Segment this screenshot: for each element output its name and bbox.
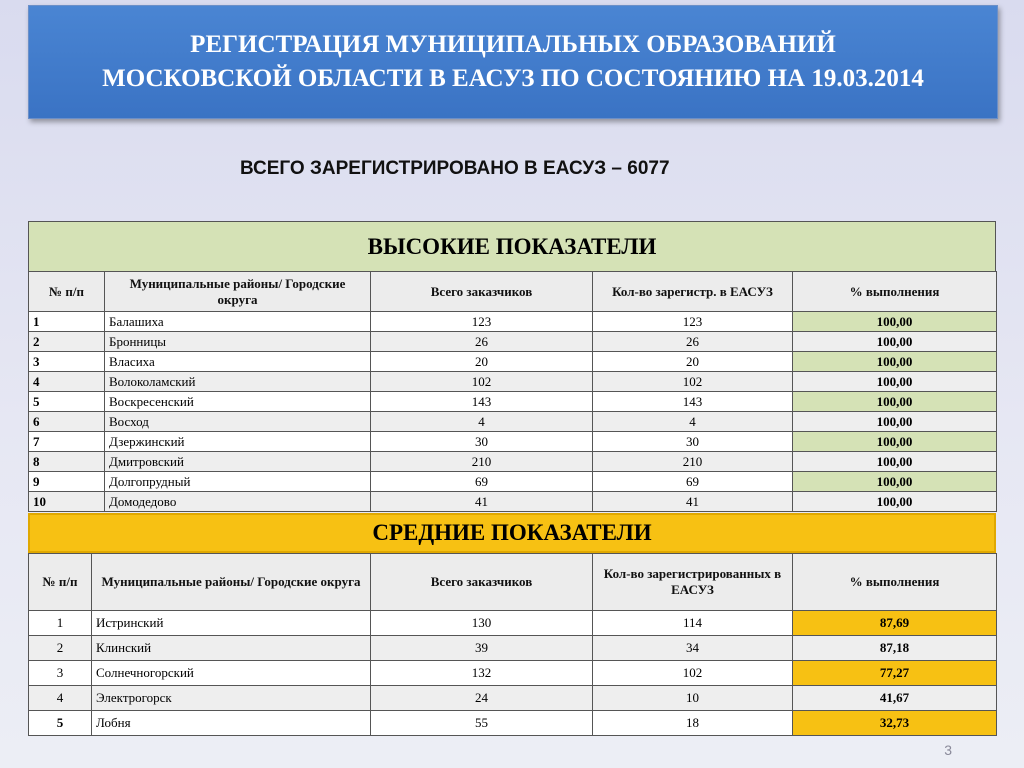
row-number: 6 bbox=[29, 412, 105, 432]
col-percent: % выполнения bbox=[793, 554, 997, 611]
row-district: Власиха bbox=[105, 352, 371, 372]
row-registered: 41 bbox=[593, 492, 793, 512]
row-percent: 100,00 bbox=[793, 352, 997, 372]
row-total-customers: 4 bbox=[371, 412, 593, 432]
row-number: 3 bbox=[29, 661, 92, 686]
row-registered: 114 bbox=[593, 611, 793, 636]
high-section-heading: ВЫСОКИЕ ПОКАЗАТЕЛИ bbox=[28, 221, 996, 272]
row-total-customers: 132 bbox=[371, 661, 593, 686]
row-district: Долгопрудный bbox=[105, 472, 371, 492]
row-district: Лобня bbox=[92, 711, 371, 736]
row-percent: 100,00 bbox=[793, 392, 997, 412]
row-number: 1 bbox=[29, 611, 92, 636]
col-registered: Кол-во зарегистр. в ЕАСУЗ bbox=[593, 272, 793, 312]
table-row bbox=[29, 352, 997, 372]
row-number: 1 bbox=[29, 312, 105, 332]
row-percent: 100,00 bbox=[793, 312, 997, 332]
row-percent: 100,00 bbox=[793, 492, 997, 512]
row-total-customers: 41 bbox=[371, 492, 593, 512]
row-total-customers: 123 bbox=[371, 312, 593, 332]
total-registered: ВСЕГО ЗАРЕГИСТРИРОВАНО В ЕАСУЗ – 6077 bbox=[240, 158, 670, 179]
table-row bbox=[29, 432, 997, 452]
row-total-customers: 130 bbox=[371, 611, 593, 636]
table-row bbox=[29, 611, 997, 636]
row-percent: 41,67 bbox=[793, 686, 997, 711]
row-percent: 77,27 bbox=[793, 661, 997, 686]
row-percent: 100,00 bbox=[793, 472, 997, 492]
row-district: Клинский bbox=[92, 636, 371, 661]
row-district: Электрогорск bbox=[92, 686, 371, 711]
row-total-customers: 30 bbox=[371, 432, 593, 452]
row-registered: 102 bbox=[593, 372, 793, 392]
row-district: Истринский bbox=[92, 611, 371, 636]
row-registered: 20 bbox=[593, 352, 793, 372]
row-district: Дзержинский bbox=[105, 432, 371, 452]
row-district: Воскресенский bbox=[105, 392, 371, 412]
row-number: 7 bbox=[29, 432, 105, 452]
row-total-customers: 20 bbox=[371, 352, 593, 372]
row-percent: 100,00 bbox=[793, 412, 997, 432]
row-total-customers: 39 bbox=[371, 636, 593, 661]
row-total-customers: 55 bbox=[371, 711, 593, 736]
col-district: Муниципальные районы/ Городские округа bbox=[92, 554, 371, 611]
table-row bbox=[29, 412, 997, 432]
row-percent: 87,18 bbox=[793, 636, 997, 661]
row-total-customers: 26 bbox=[371, 332, 593, 352]
high-table-header bbox=[29, 272, 997, 312]
table-row bbox=[29, 661, 997, 686]
row-district: Домодедово bbox=[105, 492, 371, 512]
row-number: 5 bbox=[29, 392, 105, 412]
row-percent: 87,69 bbox=[793, 611, 997, 636]
row-district: Балашиха bbox=[105, 312, 371, 332]
row-percent: 32,73 bbox=[793, 711, 997, 736]
mid-section-heading: СРЕДНИЕ ПОКАЗАТЕЛИ bbox=[28, 513, 996, 553]
row-total-customers: 24 bbox=[371, 686, 593, 711]
table-row bbox=[29, 711, 997, 736]
table-row bbox=[29, 472, 997, 492]
table-row bbox=[29, 372, 997, 392]
row-registered: 26 bbox=[593, 332, 793, 352]
row-district: Дмитровский bbox=[105, 452, 371, 472]
row-registered: 18 bbox=[593, 711, 793, 736]
row-district: Волоколамский bbox=[105, 372, 371, 392]
row-district: Восход bbox=[105, 412, 371, 432]
row-percent: 100,00 bbox=[793, 432, 997, 452]
row-percent: 100,00 bbox=[793, 372, 997, 392]
col-number: № п/п bbox=[29, 272, 105, 312]
title-line-2: МОСКОВСКОЙ ОБЛАСТИ В ЕАСУЗ ПО СОСТОЯНИЮ НА 19.03.2014 bbox=[102, 65, 924, 92]
row-registered: 10 bbox=[593, 686, 793, 711]
row-district: Бронницы bbox=[105, 332, 371, 352]
row-number: 4 bbox=[29, 372, 105, 392]
row-registered: 210 bbox=[593, 452, 793, 472]
row-registered: 143 bbox=[593, 392, 793, 412]
row-number: 5 bbox=[29, 711, 92, 736]
row-number: 9 bbox=[29, 472, 105, 492]
row-number: 2 bbox=[29, 636, 92, 661]
row-total-customers: 102 bbox=[371, 372, 593, 392]
mid-table-header bbox=[29, 554, 997, 611]
row-percent: 100,00 bbox=[793, 452, 997, 472]
col-registered: Кол-во зарегистрированных в ЕАСУЗ bbox=[593, 554, 793, 611]
row-registered: 4 bbox=[593, 412, 793, 432]
table-row bbox=[29, 452, 997, 472]
page-number: 3 bbox=[944, 742, 952, 758]
row-registered: 123 bbox=[593, 312, 793, 332]
table-row bbox=[29, 492, 997, 512]
col-total-customers: Всего заказчиков bbox=[371, 554, 593, 611]
table-row bbox=[29, 636, 997, 661]
title-banner bbox=[28, 5, 998, 119]
table-row bbox=[29, 686, 997, 711]
row-number: 2 bbox=[29, 332, 105, 352]
title-line-1: РЕГИСТРАЦИЯ МУНИЦИПАЛЬНЫХ ОБРАЗОВАНИЙ bbox=[190, 31, 836, 58]
row-registered: 69 bbox=[593, 472, 793, 492]
col-total-customers: Всего заказчиков bbox=[371, 272, 593, 312]
col-percent: % выполнения bbox=[793, 272, 997, 312]
row-percent: 100,00 bbox=[793, 332, 997, 352]
row-number: 10 bbox=[29, 492, 105, 512]
row-number: 3 bbox=[29, 352, 105, 372]
row-total-customers: 210 bbox=[371, 452, 593, 472]
high-table bbox=[28, 271, 997, 512]
col-district: Муниципальные районы/ Городские округа bbox=[105, 272, 371, 312]
mid-table bbox=[28, 553, 997, 736]
table-row bbox=[29, 332, 997, 352]
col-number: № п/п bbox=[29, 554, 92, 611]
row-registered: 102 bbox=[593, 661, 793, 686]
row-district: Солнечногорский bbox=[92, 661, 371, 686]
row-registered: 34 bbox=[593, 636, 793, 661]
row-total-customers: 69 bbox=[371, 472, 593, 492]
row-number: 8 bbox=[29, 452, 105, 472]
table-row bbox=[29, 392, 997, 412]
row-number: 4 bbox=[29, 686, 92, 711]
row-registered: 30 bbox=[593, 432, 793, 452]
row-total-customers: 143 bbox=[371, 392, 593, 412]
table-row bbox=[29, 312, 997, 332]
